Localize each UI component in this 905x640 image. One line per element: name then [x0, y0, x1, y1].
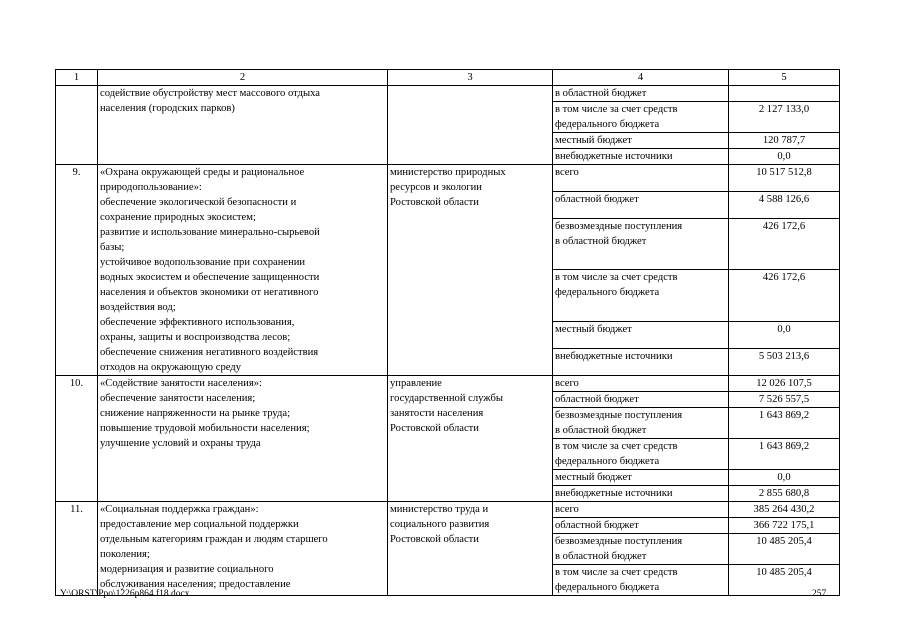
funding-amount: 2 855 680,8 [729, 486, 840, 502]
funding-source-line: федерального бюджета [555, 119, 660, 130]
funding-source-line: областной бюджет [555, 193, 639, 205]
funding-amount: 426 172,6 [729, 270, 840, 322]
funding-source [553, 349, 729, 376]
program-description [98, 376, 388, 502]
program-description [98, 502, 388, 596]
funding-amount: 0,0 [729, 149, 840, 165]
funding-amount: 0,0 [729, 470, 840, 486]
executor-line: министерство труда и [390, 504, 489, 515]
funding-source [553, 470, 729, 486]
funding-source-line: внебюджетные источники [555, 151, 673, 162]
table-row [56, 376, 840, 392]
funding-source-line: в областной бюджет [555, 551, 647, 562]
table-row [56, 86, 840, 102]
description-line: улучшение условий и охраны труда [100, 438, 261, 449]
description-line: воздействия вод; [100, 302, 176, 313]
executor-line: Ростовской области [390, 423, 479, 434]
executor-line: ресурсов и экологии [390, 182, 482, 193]
funding-source-line: федерального бюджета [555, 582, 660, 593]
funding-source [553, 149, 729, 165]
funding-source [553, 86, 729, 102]
executor-line: Ростовской области [390, 534, 479, 545]
funding-amount: 366 722 175,1 [729, 518, 840, 534]
description-line: обеспечение экологической безопасности и [100, 197, 297, 208]
description-line: водных экосистем и обеспечение защищенности [100, 272, 320, 283]
description-line: природопользование»: [100, 182, 202, 193]
header-cell: 2 [98, 70, 388, 86]
footer-page-number: 257 [812, 589, 827, 599]
funding-amount: 426 172,6 [729, 218, 840, 270]
funding-source-line: внебюджетные источники [555, 488, 673, 499]
responsible-executor [388, 502, 553, 596]
description-line: устойчивое водопользование при сохранении [100, 257, 306, 268]
footer-file-path: Y:\ORST\Ppo\1226p864.f18.docx [60, 589, 190, 599]
funding-amount [729, 86, 840, 102]
funding-amount: 4 588 126,6 [729, 191, 840, 218]
funding-source [553, 270, 729, 322]
program-description [98, 165, 388, 376]
funding-amount: 10 485 205,4 [729, 565, 840, 596]
responsible-executor [388, 376, 553, 502]
funding-amount: 2 127 133,0 [729, 102, 840, 133]
description-line: «Содействие занятости населения»: [100, 378, 262, 389]
table-row [56, 165, 840, 192]
funding-source [553, 133, 729, 149]
funding-source-line: внебюджетные источники [555, 351, 673, 363]
funding-amount: 0,0 [729, 322, 840, 349]
funding-source-line: областной бюджет [555, 520, 639, 531]
funding-amount: 1 643 869,2 [729, 408, 840, 439]
executor-line: управление [390, 378, 442, 389]
item-number: 11. [56, 502, 98, 596]
description-line: «Социальная поддержка граждан»: [100, 504, 259, 515]
funding-amount: 5 503 213,6 [729, 349, 840, 376]
executor-line: занятости населения [390, 408, 484, 419]
funding-source [553, 408, 729, 439]
description-line: обслуживания населения; предоставление [100, 579, 291, 590]
description-line: отходов на окружающую среду [100, 362, 241, 373]
funding-source-line: в том числе за счет средств [555, 441, 678, 452]
funding-source-line: местный бюджет [555, 135, 632, 146]
header-cell: 4 [553, 70, 729, 86]
funding-source-line: всего [555, 167, 579, 178]
description-line: сохранение природных экосистем; [100, 212, 256, 223]
funding-source-line: федерального бюджета [555, 456, 660, 467]
funding-source [553, 518, 729, 534]
funding-source-line: в областной бюджет [555, 235, 647, 247]
description-line: предоставление мер социальной поддержки [100, 519, 299, 530]
funding-source-line: в областной бюджет [555, 425, 647, 436]
funding-source-line: в том числе за счет средств [555, 272, 678, 284]
funding-source-line: федерального бюджета [555, 287, 660, 299]
description-line: «Охрана окружающей среды и рациональное [100, 167, 305, 178]
funding-source [553, 165, 729, 192]
funding-source [553, 218, 729, 270]
funding-amount: 10 485 205,4 [729, 534, 840, 565]
header-cell: 5 [729, 70, 840, 86]
funding-source-line: безвозмездные поступления [555, 410, 683, 421]
header-row [56, 70, 840, 86]
executor-line: государственной службы [390, 393, 503, 404]
funding-source-line: в том числе за счет средств [555, 104, 678, 115]
description-line: содействие обустройству мест массового отдыха [100, 88, 320, 99]
funding-source-line: в областной бюджет [555, 88, 647, 99]
funding-source [553, 486, 729, 502]
funding-source [553, 439, 729, 470]
funding-source-line: местный бюджет [555, 324, 632, 336]
funding-amount: 10 517 512,8 [729, 165, 840, 192]
description-line: поколения; [100, 549, 150, 560]
item-number: 10. [56, 376, 98, 502]
funding-source [553, 565, 729, 596]
funding-amount: 385 264 430,2 [729, 502, 840, 518]
funding-amount: 12 026 107,5 [729, 376, 840, 392]
description-line: модернизация и развитие социального [100, 564, 274, 575]
funding-source-line: всего [555, 378, 579, 389]
funding-source [553, 102, 729, 133]
funding-amount: 120 787,7 [729, 133, 840, 149]
funding-amount: 7 526 557,5 [729, 392, 840, 408]
description-line: населения (городских парков) [100, 103, 235, 114]
executor-line: министерство природных [390, 167, 506, 178]
description-line: базы; [100, 242, 125, 253]
funding-source [553, 376, 729, 392]
description-line: повышение трудовой мобильности населения; [100, 423, 310, 434]
funding-source [553, 322, 729, 349]
funding-amount: 1 643 869,2 [729, 439, 840, 470]
funding-source [553, 191, 729, 218]
description-line: обеспечение снижения негативного воздействия [100, 347, 319, 358]
funding-source-line: местный бюджет [555, 472, 632, 483]
description-line: обеспечение эффективного использования, [100, 317, 295, 328]
funding-source-line: областной бюджет [555, 394, 639, 405]
executor-line: Ростовской области [390, 197, 479, 208]
item-number: 9. [56, 165, 98, 376]
program-description [98, 86, 388, 165]
funding-source [553, 534, 729, 565]
funding-source [553, 502, 729, 518]
responsible-executor [388, 86, 553, 165]
budget-table [55, 69, 840, 596]
description-line: обеспечение занятости населения; [100, 393, 256, 404]
header-cell: 3 [388, 70, 553, 86]
funding-source-line: в том числе за счет средств [555, 567, 678, 578]
description-line: отдельным категориям граждан и людям старшего [100, 534, 328, 545]
funding-source-line: всего [555, 504, 579, 515]
funding-source-line: безвозмездные поступления [555, 536, 683, 547]
header-cell: 1 [56, 70, 98, 86]
executor-line: социального развития [390, 519, 490, 530]
item-number [56, 86, 98, 165]
table-row [56, 502, 840, 518]
description-line: снижение напряженности на рынке труда; [100, 408, 291, 419]
description-line: населения и объектов экономики от негативного [100, 287, 319, 298]
funding-source [553, 392, 729, 408]
responsible-executor [388, 165, 553, 376]
description-line: развитие и использование минерально-сырьевой [100, 227, 320, 238]
funding-source-line: безвозмездные поступления [555, 220, 683, 232]
description-line: охраны, защиты и воспроизводства лесов; [100, 332, 291, 343]
